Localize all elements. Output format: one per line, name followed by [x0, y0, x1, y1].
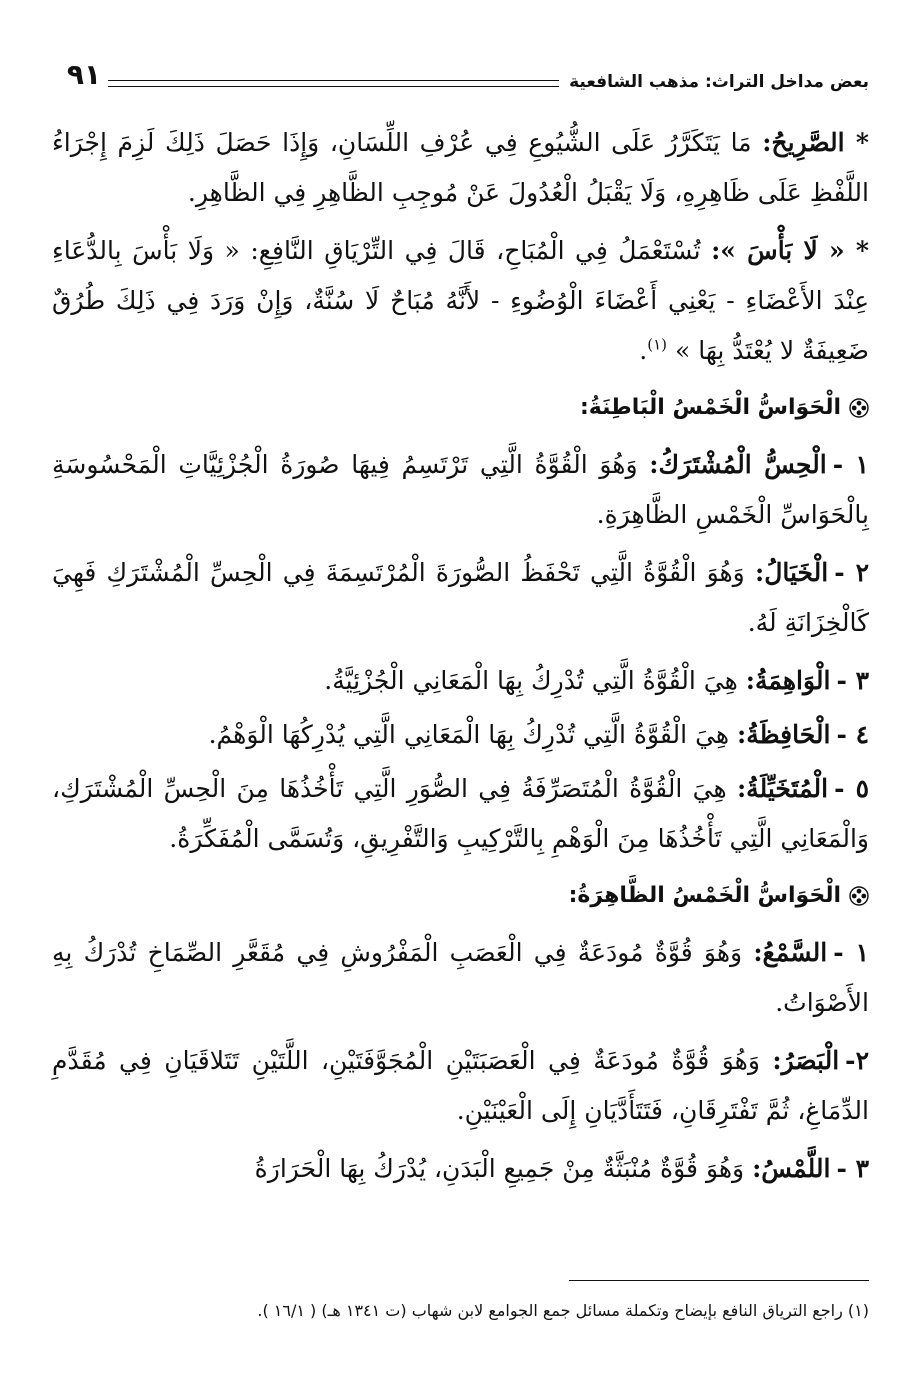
footnote-1: (١) راجع الترياق النافع بإيضاح وتكملة مسائل جمع الجوامع لابن شهاب (ت ١٣٤١ هـ) ( ١٦/١ ).: [257, 1301, 869, 1320]
item-term: الْخَيَالُ:: [754, 558, 829, 587]
flower-ornament-icon: [849, 398, 869, 418]
item-term: الْوَاهِمَةُ:: [745, 666, 831, 695]
item-number: ٤ -: [836, 720, 869, 749]
item-number: ١ -: [833, 938, 869, 967]
internal-sense-item: [52, 710, 869, 760]
item-definition: وَهُوَ الْقُوَّةُ الَّتِي تَحْفَظُ الصُّورَةَ الْمُرْتَسِمَةَ فِي الْحِسِّ الْمُشْتَرَكِ فَهِيَ كَالْخِزَانَةِ لَهُ.: [52, 558, 869, 637]
external-sense-item: [52, 928, 869, 1028]
item-term: الْبَصَرُ:: [772, 1046, 840, 1075]
item-term: الْمُتَخَيِّلَةُ:: [736, 774, 829, 803]
item-definition: هِيَ الْقُوَّةُ الْمُتَصَرِّفَةُ فِي الصُّوَرِ الَّتِي تَأْخُذُهَا مِنَ الْحِسِّ الْمُشْتَرَكِ، وَالْمَعَانِي الَّتِي تَأْخُذُهَا مِنَ الْوَهْمِ بِالتَّرْكِيبِ وَالتَّفْرِيقِ، وَتُسَمَّى الْمُفَكِّرَةُ.: [52, 774, 869, 853]
item-term: الْحِسُّ الْمُشْتَرَكُ:: [649, 450, 827, 479]
definition-sarih: مَا يَتَكَرَّرُ عَلَى الشُّيُوعِ فِي عُرْفِ اللِّسَانِ، وَإِذَا حَصَلَ ذَلِكَ لَزِمَ إِجْرَاءُ اللَّفْظِ عَلَى ظَاهِرِهِ، وَلَا يَقْبَلُ الْعُدُولَ عَنْ مُوجِبِ الظَّاهِرِ فِي الظَّاهِرِ.: [52, 128, 869, 207]
term-la-bas: * « لَا بَأْسَ »:: [711, 236, 869, 265]
internal-sense-item: [52, 764, 869, 864]
item-definition: وَهُوَ قُوَّةٌ مُودَعَةٌ فِي الْعَصَبَتَيْنِ الْمُجَوَّفَتَيْنِ، اللَّتَيْنِ تَتَلاقَيَانِ فِي مُقَدَّمِ الدِّمَاغِ، ثُمَّ تَفْتَرِقَانِ، فَتَتَأَدَّيَانِ إِلَى الْعَيْنَيْنِ.: [52, 1046, 869, 1125]
external-sense-item: [52, 1144, 869, 1194]
item-term: اللَّمْسُ:: [752, 1154, 831, 1183]
header-double-rule: [108, 80, 559, 87]
item-number: ٥ -: [834, 774, 869, 803]
external-sense-item: [52, 1036, 869, 1136]
footnote-separator: [569, 1280, 869, 1281]
page-number: ٩١: [66, 58, 102, 91]
internal-sense-item: [52, 440, 869, 540]
item-number: ١ -: [832, 450, 869, 479]
heading-internal-senses: [52, 386, 869, 430]
item-definition: هِيَ الْقُوَّةُ الَّتِي تُدْرِكُ بِهَا الْمَعَانِي الْجُزْئِيَّةُ.: [324, 666, 746, 695]
item-term: السَّمْعُ:: [753, 938, 828, 967]
item-number: ٢ -: [834, 558, 870, 587]
item-definition: هِيَ الْقُوَّةُ الَّتِي تُدْرِكُ بِهَا الْمَعَانِي الَّتِي يُدْرِكُهَا الْوَهْمُ.: [208, 720, 738, 749]
footnote-reference[interactable]: (١): [647, 335, 668, 354]
sentence-end: .: [639, 336, 648, 365]
item-definition: وَهُوَ الْقُوَّةُ الَّتِي تَرْتَسِمُ فِيهَا صُورَةُ الْجُزْئِيَّاتِ الْمَحْسُوسَةِ بِالْحَوَاسِّ الْخَمْسِ الظَّاهِرَةِ.: [52, 450, 869, 529]
definition-la-bas: تُسْتَعْمَلُ فِي الْمُبَاحِ، قَالَ فِي التِّرْيَاقِ النَّافِعِ: « وَلَا بَأْسَ بِالدُّعَاءِ عِنْدَ الأَعْضَاءِ - يَعْنِي أَعْضَاءَ الْوُضُوءِ - لأَنَّهُ مُبَاحٌ لَا سُنَّةٌ، وَإِنْ وَرَدَ فِي ذَلِكَ طُرُقٌ ضَعِيفَةٌ لا يُعْتَدُّ بِهَا »: [52, 236, 869, 365]
item-number: ٢-: [845, 1046, 869, 1075]
item-number: ٣ -: [836, 1154, 869, 1183]
internal-sense-item: [52, 656, 869, 706]
running-header: [108, 62, 869, 102]
item-definition: وَهُوَ قُوَّةٌ مُودَعَةٌ فِي الْعَصَبِ الْمَفْرُوشِ فِي مُقَعَّرِ الصِّمَاخِ تُدْرَكُ بِهِ الأَصْوَاتُ.: [52, 938, 869, 1017]
heading-internal-senses-text: الْحَوَاسُّ الْخَمْسُ الْبَاطِنَةُ:: [579, 395, 841, 420]
paragraph-sarih: [52, 118, 869, 218]
heading-external-senses: [52, 874, 869, 918]
item-term: الْحَافِظَةُ:: [737, 720, 831, 749]
item-definition: وَهُوَ قُوَّةٌ مُنْبَثَّةٌ مِنْ جَمِيعِ الْبَدَنِ، يُدْرَكُ بِهَا الْحَرَارَةُ: [254, 1154, 753, 1183]
internal-sense-item: [52, 548, 869, 648]
item-number: ٣ -: [836, 666, 869, 695]
flower-ornament-icon: [849, 886, 869, 906]
running-title: بعض مداخل التراث: مذهب الشافعية: [569, 72, 869, 92]
term-sarih: * الصَّرِيحُ:: [762, 128, 870, 157]
page-body: [52, 118, 869, 1202]
heading-external-senses-text: الْحَوَاسُّ الْخَمْسُ الظَّاهِرَةُ:: [568, 883, 841, 908]
paragraph-la-bas: [52, 226, 869, 376]
